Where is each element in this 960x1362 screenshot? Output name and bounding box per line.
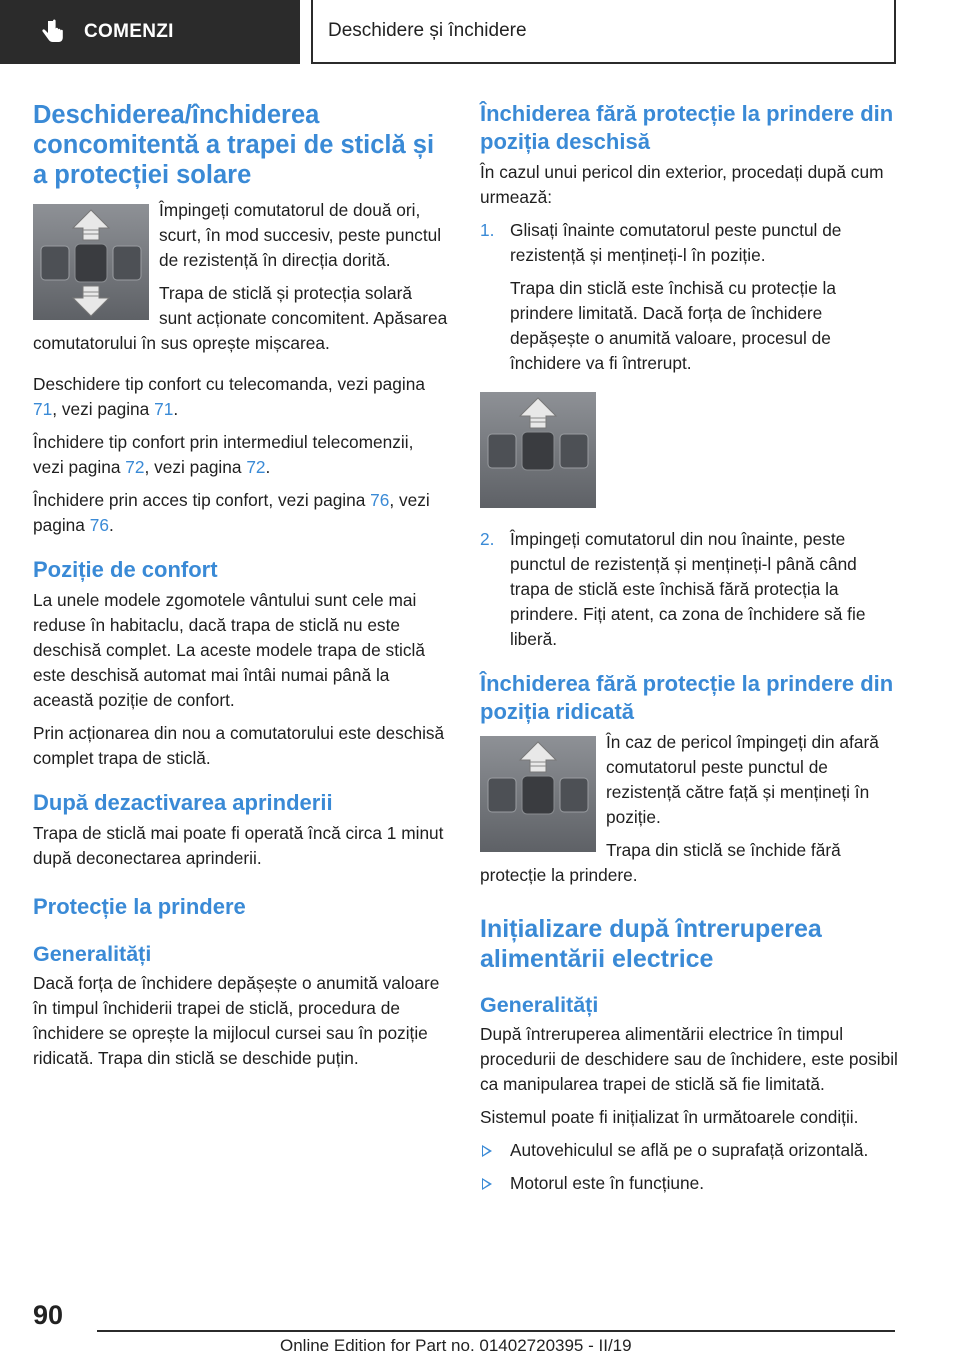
paragraph: Trapa din sticlă se închide fără protecție la prindere. [480,840,841,885]
breadcrumb-label: Deschidere și închidere [328,20,527,41]
left-column [33,100,448,1079]
section-tab-label: COMENZI [84,21,174,42]
heading-general: Generalități [480,993,599,1017]
sunroof-switch-illustration [480,392,596,508]
page-link[interactable]: 76 [370,490,390,510]
heading-close-from-raised: Închiderea fără protecție la prindere din poziția ridicată [480,671,894,724]
heading-concurrent: Deschiderea/închiderea concomitentă a trapei de sticlă și a protecției solare [33,101,435,189]
list-item [480,1171,900,1196]
page-link[interactable]: 72 [125,457,145,477]
heading-after-ignition: După dezactivarea aprinderii [33,790,333,815]
section-tab[interactable] [0,0,300,64]
list-item [480,218,900,376]
paragraph: Trapa de sticlă mai poate fi operată încă circa 1 minut după deconectarea aprinderii. [33,823,444,868]
cross-reference: Închidere prin acces tip confort, vezi pagina 76, vezi pagina 76. [33,490,430,535]
paragraph: Prin acționarea din nou a comutatorului este deschisă complet trapa de sticlă. [33,723,445,768]
hand-pointer-icon [38,17,68,47]
paragraph: La unele modele zgomotele vântului sunt cele mai reduse în habitaclu, dacă trapa de sticlă nu este deschisă complet. La aceste modele trapa de sticlă este deschisă automat mai întâi numai până la această poziție de confort. [33,590,425,710]
page-link[interactable]: 72 [246,457,266,477]
paragraph: Împingeți comutatorul de două ori, scurt, în mod succesiv, peste punctul de rezistență în direcția dorită. [159,200,442,270]
heading-comfort-position: Poziție de confort [33,557,218,582]
page-link[interactable]: 71 [33,399,53,419]
breadcrumb [311,0,896,64]
bullet-triangle-icon [482,1145,492,1157]
list-item [480,1138,900,1163]
page-link[interactable]: 71 [154,399,174,419]
paragraph: Trapa de sticlă și protecția solară sunt acționate concomitent. Apăsarea comutatorului în sus oprește mișcarea. [33,283,448,353]
paragraph: Dacă forța de închidere depășește o anumită valoare în timpul închiderii trapei de sticlă, procedura de închidere se oprește la mijlocul cursei sau în poziție ridicată. Trapa din sticlă se deschide puțin. [33,973,440,1068]
right-column [480,100,900,1204]
paragraph: În cazul unui pericol din exterior, procedați după cum urmează: [480,162,884,207]
paragraph: Împingeți comutatorul din nou înainte, peste punctul de rezistență și mențineți-l până când trapa de sticlă este închisă fără protecția la prindere. Fiți atent, ca zona de închidere să fie liberă. [510,529,866,649]
heading-initialization: Inițializare după întreruperea alimentării electrice [480,915,822,973]
list-item [480,527,900,652]
paragraph: Glisați înainte comutatorul peste punctul de rezistență și mențineți-l în poziție. [510,220,842,265]
bullet-triangle-icon [482,1178,492,1190]
step-number: 1. [480,220,495,240]
cross-reference: Deschidere tip confort cu telecomanda, vezi pagina 71, vezi pagina 71. [33,374,425,419]
heading-close-from-open: Închiderea fără protecție la prindere din poziția deschisă [480,101,894,154]
sunroof-switch-illustration [33,204,149,320]
footer-divider [97,1330,895,1332]
heading-general: Generalități [33,942,152,966]
heading-pinch-protection: Protecție la prindere [33,894,246,919]
page-number: 90 [33,1300,64,1330]
paragraph: După întreruperea alimentării electrice în timpul procedurii de deschidere sau de închidere, este posibil ca manipularea trapei de sticlă să fie limitată. [480,1024,898,1094]
bullet-text: Motorul este în funcțiune. [510,1173,705,1193]
sunroof-switch-illustration [480,736,596,852]
step-number: 2. [480,529,495,549]
paragraph: Sistemul poate fi inițializat în următoarele condiții. [480,1107,859,1127]
cross-reference: Închidere tip confort prin intermediul telecomenzii, vezi pagina 72, vezi pagina 72. [33,432,414,477]
footer-edition: Online Edition for Part no. 01402720395 - II/19 [280,1336,632,1355]
bullet-text: Autovehiculul se află pe o suprafață orizontală. [510,1140,869,1160]
paragraph: Trapa din sticlă este închisă cu protecție la prindere limitată. Dacă forța de închidere depășește o anumită valoare, procesul de închidere va fi întrerupt. [510,278,836,373]
page-link[interactable]: 76 [89,515,109,535]
paragraph: În caz de pericol împingeți din afară comutatorul peste punctul de rezistență către față și mențineți în poziție. [606,732,879,827]
